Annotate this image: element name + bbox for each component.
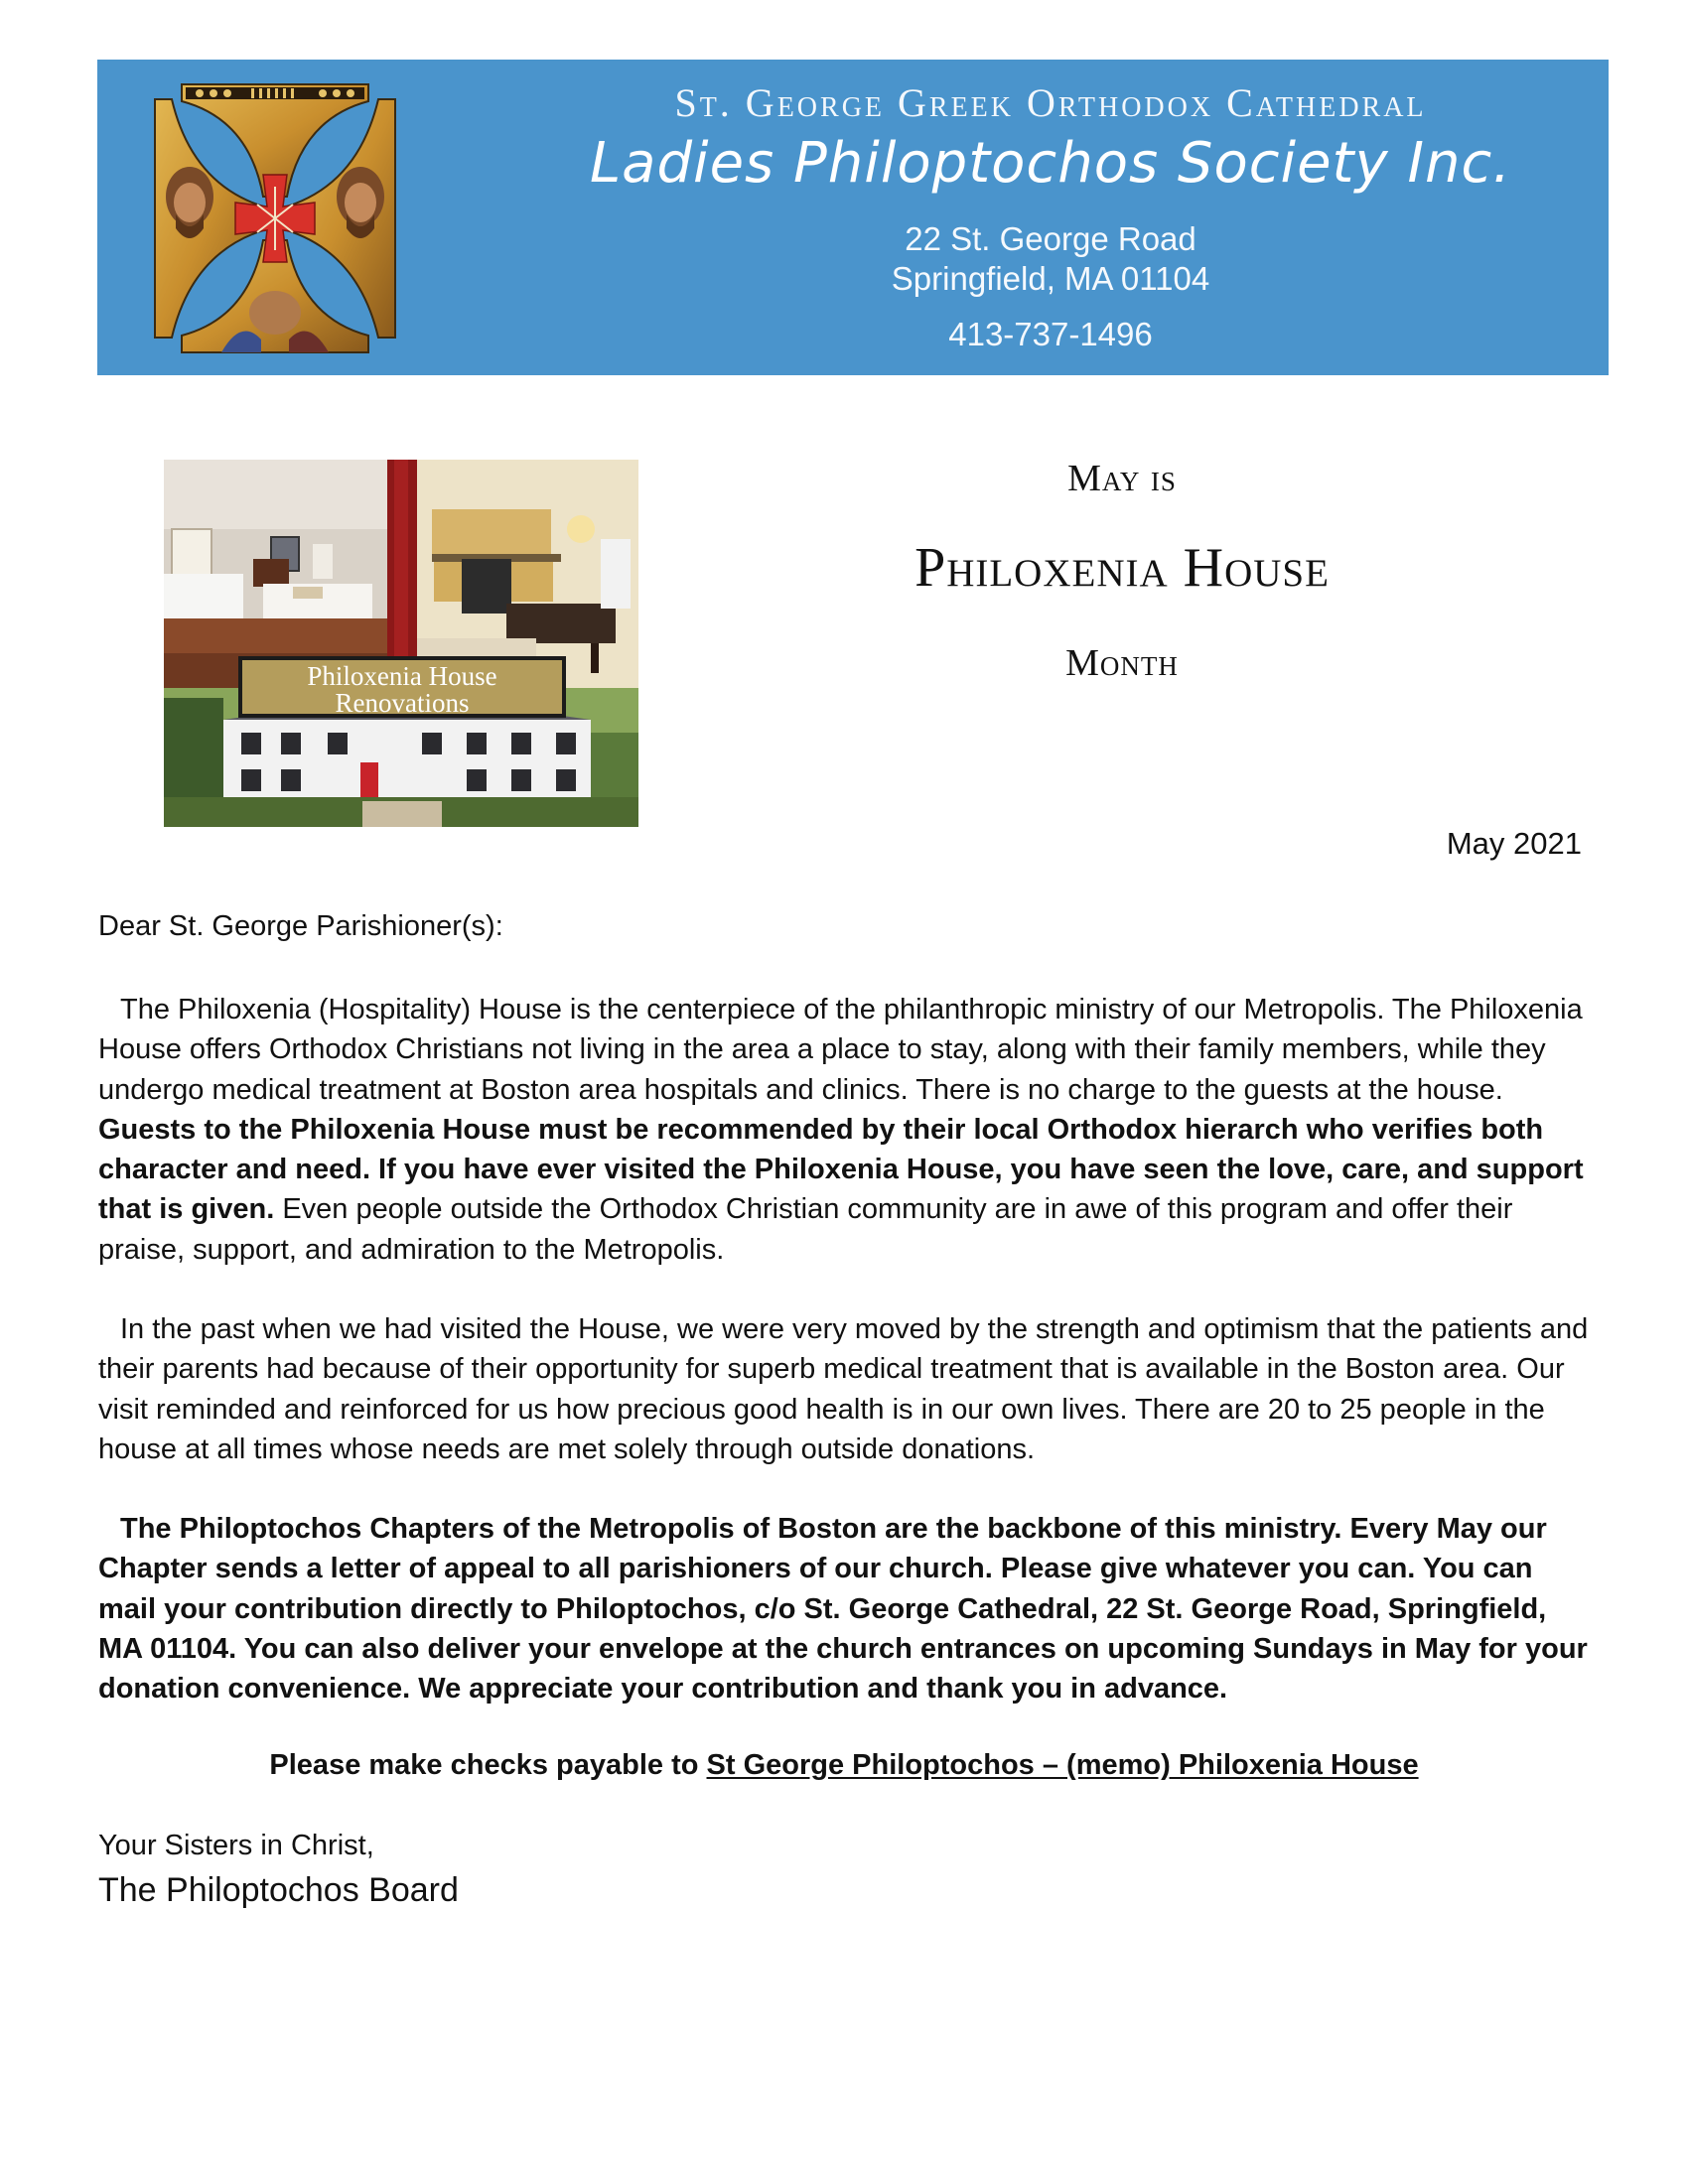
collage-caption-line-2: Renovations [335,688,470,718]
collage-caption-line-1: Philoxenia House [307,661,497,691]
paragraph-2: In the past when we had visited the House, we were very moved by the strength and optimism that the patients and their parents had because of their opportunity for superb medical treatment that is available in the Boston area. Our visit reminded and reinforced for us how precious good health is in our own lives. There are 20 to 25 people in the house at all times whose needs are met solely through outside donations. [98,1313,1589,1465]
signature: The Philoptochos Board [98,1871,459,1909]
organization-name: St. George Greek Orthodox Cathedral [674,80,1427,125]
checks-prefix: Please make checks payable to [269,1749,707,1781]
letter-date: May 2021 [1446,826,1582,861]
title-line-1: May is [1067,458,1177,499]
paragraph-1-text-b: Even people outside the Orthodox Christian community are in awe of this program and offer their praise, support, and admiration to the Metropolis. [98,1193,1513,1266]
paragraph-3: The Philoptochos Chapters of the Metropolis of Boston are the backbone of this ministry. Every May our Chapter sends a letter of appeal to all parishioners of our church. Please give whatever you can. You can mail your contribution directly to Philoptochos, c/o St. George Cathedral, 22 St. George Road, Springfield, MA 01104. You can also deliver your envelope at the church entrances on upcoming Sundays in May for your donation convenience. We appreciate your contribution and thank you in advance. [98,1513,1588,1706]
closing: Your Sisters in Christ, [98,1830,374,1861]
salutation: Dear St. George Parishioner(s): [98,910,503,942]
collage-caption [238,656,566,718]
checks-payable-line [0,1749,1688,1782]
cross-emblem-icon [152,79,398,357]
header-banner [97,60,1609,375]
phone-number: 413-737-1496 [948,316,1153,352]
philoxenia-house-collage [164,460,638,827]
address-line-2: Springfield, MA 01104 [891,260,1210,297]
paragraph-1-text-a: The Philoxenia (Hospitality) House is the centerpiece of the philanthropic ministry of our Metropolis. The Philoxenia House offers Orthodox Christians not living in the area a place to stay, along with their family members, while they undergo medical treatment at Boston area hospitals and clinics. There is no charge to the guests at the house. [98,994,1583,1106]
paragraph-1-bold-text: Guests to the Philoxenia House must be recommended by their local Orthodox hierarch who verifies both character and need. If you have ever visited the Philoxenia House, you have seen the love, care, and support that is given. [98,1113,1584,1226]
title-line-3: Month [1065,642,1179,684]
society-name: Ladies Philoptochos Society Inc. [589,131,1512,196]
collage-image [164,460,638,827]
checks-payee: St George Philoptochos – (memo) Philoxenia House [706,1749,1419,1781]
title-line-2: Philoxenia House [914,537,1330,599]
paragraph-1 [98,990,1593,1270]
address-line-1: 22 St. George Road [905,220,1196,257]
